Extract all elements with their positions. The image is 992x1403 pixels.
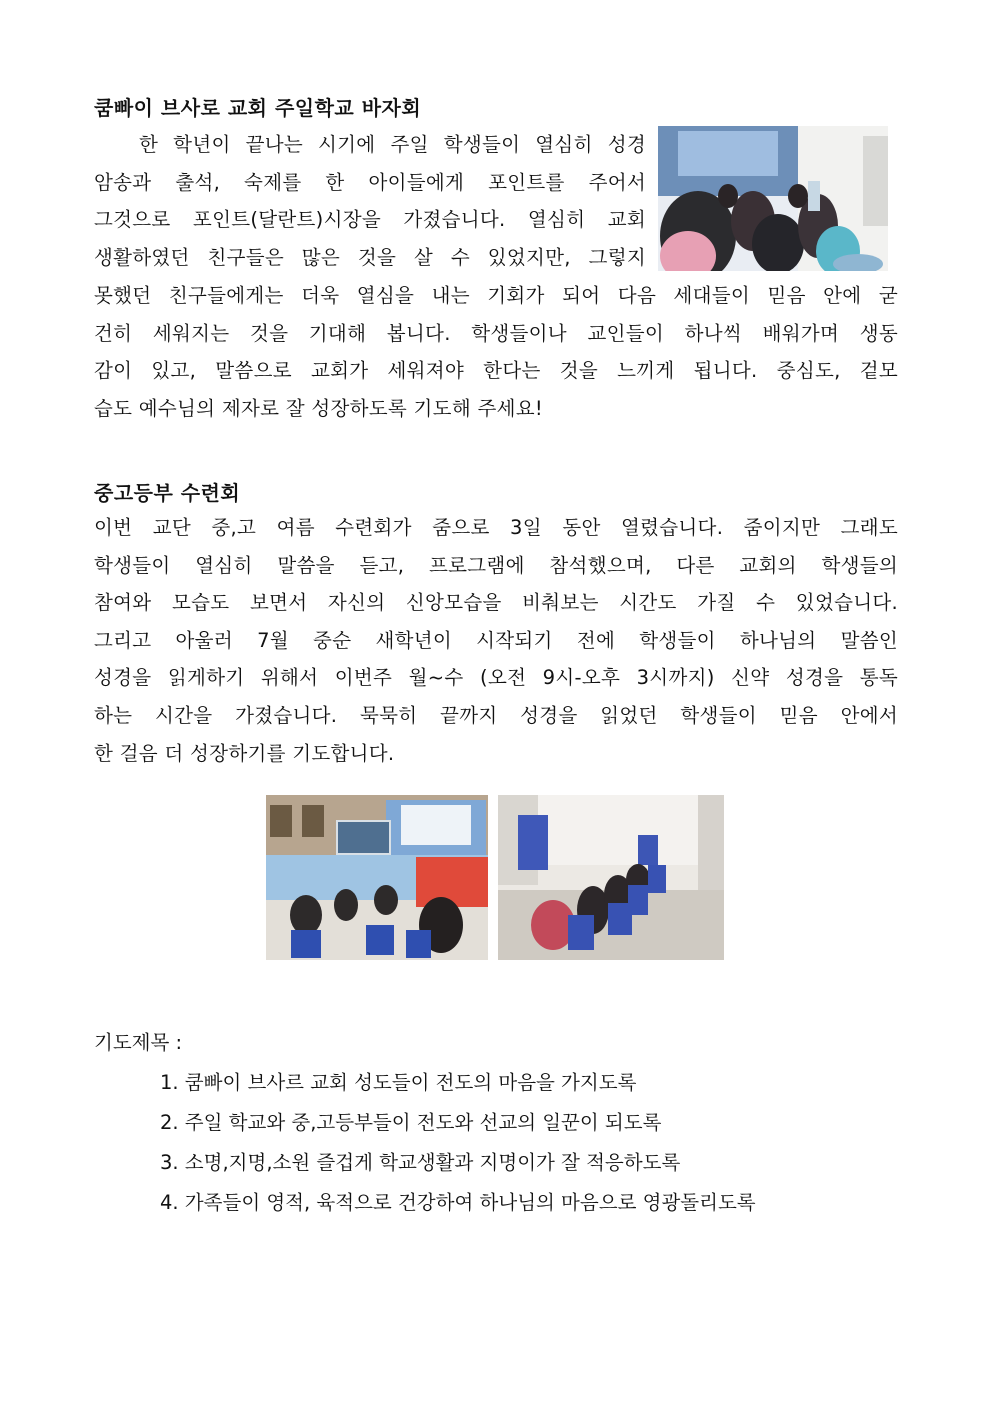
section2-line: 참여와 모습도 보면서 자신의 신앙모습을 비춰보는 시간도 가질 수 있었습니다. <box>94 591 898 615</box>
retreat-reading-photo <box>498 795 724 960</box>
section1-paragraph-top <box>94 126 646 276</box>
section1-line: 생활하였던 친구들은 많은 것을 살 수 있었지만, 그렇지 <box>94 245 646 269</box>
prayer-title: 기도제목 : <box>94 1031 183 1054</box>
prayer-item: 3. 소명,지명,소원 즐겁게 학교생활과 지명이가 잘 적응하도록 <box>160 1151 681 1174</box>
section1-line: 건히 세워지는 것을 기대해 봅니다. 학생들이나 교인들이 하나씩 배워가며 생동 <box>94 321 898 345</box>
section2-line: 학생들이 열심히 말씀을 듣고, 프로그램에 참석했으며, 다른 교회의 학생들의 <box>94 553 898 577</box>
section2-line: 그리고 아울러 7월 중순 새학년이 시작되기 전에 학생들이 하나님의 말씀인 <box>94 628 898 652</box>
section1-line: 못했던 친구들에게는 더욱 열심을 내는 기회가 되어 다음 세대들이 믿음 안에 굳 <box>94 284 898 307</box>
section1-line: 감이 있고, 말씀으로 교회가 세워져야 한다는 것을 느끼게 됩니다. 중심도, 겉모 <box>94 359 898 383</box>
prayer-item: 4. 가족들이 영적, 육적으로 건강하여 하나님의 마음으로 영광돌리도록 <box>160 1191 756 1214</box>
section1-line: 그것으로 포인트(달란트)시장을 가졌습니다. 열심히 교회 <box>94 208 646 232</box>
section2-line: 한 걸음 더 성장하기를 기도합니다. <box>94 741 395 765</box>
section1-title: 쿰빠이 브사로 교회 주일학교 바자회 <box>94 96 422 120</box>
section1-line: 암송과 출석, 숙제를 한 아이들에게 포인트를 주어서 <box>94 170 646 194</box>
section2-paragraph <box>94 509 898 772</box>
prayer-item: 2. 주일 학교와 중,고등부들이 전도와 선교의 일꾼이 되도록 <box>160 1111 662 1134</box>
section2-line: 하는 시간을 가졌습니다. 묵묵히 끝까지 성경을 읽었던 학생들이 믿음 안에서 <box>94 703 898 727</box>
section2-line: 성경을 읽게하기 위해서 이번주 월~수 (오전 9시-오후 3시까지) 신약 성경을 통독 <box>94 666 898 690</box>
retreat-screen-photo <box>266 795 488 960</box>
section2-title: 중고등부 수련회 <box>94 481 241 505</box>
prayer-list <box>160 1063 756 1223</box>
section1-line: 한 학년이 끝나는 시기에 주일 학생들이 열심히 성경 <box>94 133 646 156</box>
section2-line: 이번 교단 중,고 여름 수련회가 줌으로 3일 동안 열렸습니다. 줌이지만 그래도 <box>94 516 898 539</box>
prayer-item: 1. 쿰빠이 브사르 교회 성도들이 전도의 마음을 가지도록 <box>160 1071 637 1094</box>
bazaar-photo <box>658 126 888 271</box>
section1-line: 습도 예수님의 제자로 잘 성장하도록 기도해 주세요! <box>94 396 543 420</box>
section1-paragraph-bottom <box>94 277 898 427</box>
